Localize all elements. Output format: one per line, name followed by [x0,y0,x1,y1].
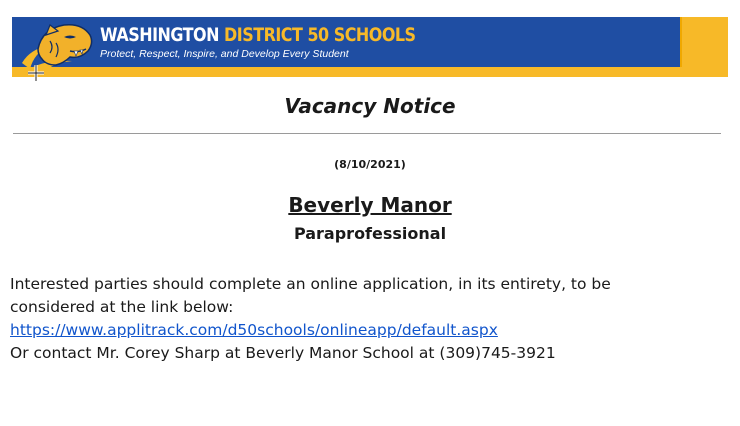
title-divider [13,133,721,134]
district-banner [12,17,728,77]
contact-info: Or contact Mr. Corey Sharp at Beverly Manor School at (309)745-3921 [10,344,556,362]
application-instructions: Interested parties should complete an online application, in its entirety, to be considered at the link below: [10,275,611,316]
district-title-schools: DISTRICT 50 SCHOOLS [224,24,416,46]
notice-date: (8/10/2021) [334,158,406,171]
banner-gold-block [680,17,728,67]
banner-gold-strip [12,67,728,77]
position-name: Paraprofessional [293,224,447,243]
move-cursor-icon [27,64,45,82]
notice-body [10,273,690,365]
district-title [100,23,416,47]
application-link[interactable]: https://www.applitrack.com/d50schools/onlineapp/default.aspx [10,321,498,339]
school-name: Beverly Manor [288,193,452,217]
district-tagline: Protect, Respect, Inspire, and Develop Every Student [100,48,349,60]
district-title-washington: WASHINGTON [100,24,225,46]
notice-title: Vacancy Notice [284,94,456,118]
